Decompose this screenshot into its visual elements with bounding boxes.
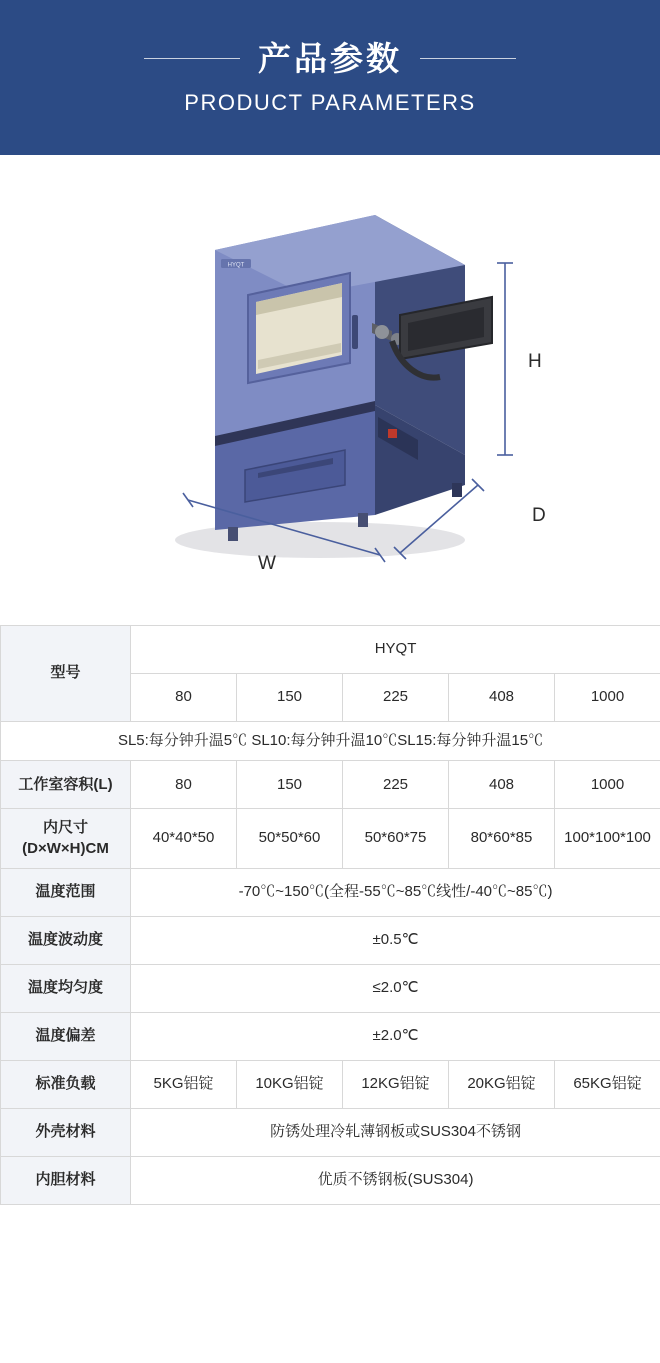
row-label-temp-deviation: 温度偏差 [1, 1012, 131, 1060]
page-title: 产品参数 [258, 39, 402, 77]
leg-front-left [228, 527, 238, 541]
leg-front-right [358, 513, 368, 527]
cell-series-name: HYQT [131, 626, 660, 674]
cell-volume-2: 225 [343, 761, 449, 809]
cell-model-1: 150 [237, 674, 343, 722]
indicator-light [388, 429, 397, 438]
cell-model-2: 225 [343, 674, 449, 722]
page-banner [0, 0, 660, 155]
cell-volume-3: 408 [449, 761, 555, 809]
table-row [1, 809, 660, 869]
row-label-temp-fluctuation: 温度波动度 [1, 916, 131, 964]
leg-back-right [452, 483, 462, 497]
cell-temp-deviation: ±2.0℃ [131, 1012, 660, 1060]
table-row [1, 626, 660, 674]
row-label-inner-size-line1: 内尺寸 [42, 819, 88, 837]
row-label-liner-material: 内胆材料 [1, 1156, 131, 1204]
cell-inner-size-1: 50*50*60 [237, 809, 343, 869]
table-row [1, 1012, 660, 1060]
table-row [1, 761, 660, 809]
cell-standard-load-1: 10KG铝锭 [237, 1060, 343, 1108]
door-handle [352, 315, 358, 349]
cell-inner-size-0: 40*40*50 [131, 809, 237, 869]
cell-model-4: 1000 [555, 674, 660, 722]
banner-title-row [144, 39, 516, 79]
cell-standard-load-4: 65KG铝锭 [555, 1060, 660, 1108]
cell-volume-1: 150 [237, 761, 343, 809]
cell-inner-size-3: 80*60*85 [449, 809, 555, 869]
table-row [1, 868, 660, 916]
row-label-temp-uniformity: 温度均匀度 [1, 964, 131, 1012]
cell-temp-uniformity: ≤2.0℃ [131, 964, 660, 1012]
table-row [1, 722, 660, 761]
dimension-cap-width-left [183, 493, 193, 507]
row-label-shell-material: 外壳材料 [1, 1108, 131, 1156]
table-row [1, 1156, 660, 1204]
cell-temp-range: -70℃~150℃(全程-55℃~85℃线性/-40℃~85℃) [131, 868, 660, 916]
cell-temp-fluctuation: ±0.5℃ [131, 916, 660, 964]
row-label-volume: 工作室容积(L) [1, 761, 131, 809]
cell-standard-load-0: 5KG铝锭 [131, 1060, 237, 1108]
row-label-inner-size [1, 809, 131, 869]
product-parameters-table [0, 625, 660, 1205]
table-row [1, 1108, 660, 1156]
row-label-inner-size-line2: (D×W×H)CM [22, 839, 109, 857]
row-label-standard-load: 标准负载 [1, 1060, 131, 1108]
product-illustration [0, 155, 660, 625]
banner-divider-right [420, 58, 516, 59]
cell-model-3: 408 [449, 674, 555, 722]
cell-liner-material: 优质不锈钢板(SUS304) [131, 1156, 660, 1204]
cell-model-0: 80 [131, 674, 237, 722]
table-row [1, 1060, 660, 1108]
cell-volume-4: 1000 [555, 761, 660, 809]
controller-joint [375, 325, 389, 339]
cell-standard-load-2: 12KG铝锭 [343, 1060, 449, 1108]
cell-inner-size-4: 100*100*100 [555, 809, 660, 869]
product-image-area [0, 155, 660, 625]
cell-ramp-note: SL5:每分钟升温5℃ SL10:每分钟升温10℃SL15:每分钟升温15℃ [1, 722, 660, 761]
dimension-label-depth: D [532, 505, 546, 526]
cell-standard-load-3: 20KG铝锭 [449, 1060, 555, 1108]
cell-volume-0: 80 [131, 761, 237, 809]
cell-shell-material: 防锈处理冷轧薄钢板或SUS304不锈钢 [131, 1108, 660, 1156]
banner-divider-left [144, 58, 240, 59]
cell-inner-size-2: 50*60*75 [343, 809, 449, 869]
table-row [1, 964, 660, 1012]
dimension-label-width: W [258, 553, 276, 574]
row-label-model: 型号 [1, 626, 131, 722]
row-label-temp-range: 温度范围 [1, 868, 131, 916]
dimension-label-height: H [528, 351, 542, 372]
brand-plate-text: HYQT [227, 262, 245, 269]
table-row [1, 916, 660, 964]
page-subtitle: PRODUCT PARAMETERS [184, 90, 476, 116]
